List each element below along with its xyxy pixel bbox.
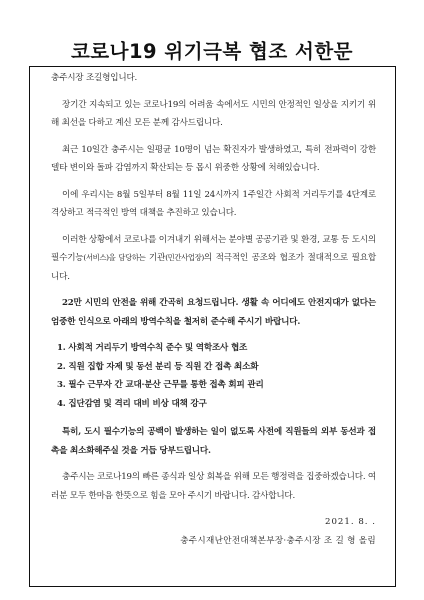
paragraph-gratitude: 장기간 지속되고 있는 코로나19의 어려움 속에서도 시민의 안정적인 일상을 지키기 위해 최선을 다하고 계신 모든 분께 감사드립니다. — [51, 99, 376, 128]
salutation: 충주시장 조길형입니다. — [51, 73, 138, 83]
paragraph-request: 22만 시민의 안전을 위해 간곡히 요청드립니다. 생활 속 어디에도 안전지대가 없다는 엄중한 인식으로 아래의 방역수칙을 철저히 준수해 주시기 바랍니다. — [51, 298, 376, 327]
paragraph-cooperation — [51, 231, 376, 287]
rule-item: 3. 필수 근무자 간 교대·분산 근무를 통한 접촉 회피 관리 — [57, 380, 264, 390]
cooperation-text-start: 이러한 상황에서 코로나를 이겨내기 위해서는 분야별 공공기관 및 환경, 교통 등 도시의 필수기능 — [51, 234, 376, 263]
signature: 충주시재난안전대책본부장·충주시장 조 길 형 올림 — [180, 535, 376, 546]
letter-body — [51, 69, 376, 550]
rule-item: 1. 사회적 거리두기 방역수칙 준수 및 역학조사 협조 — [57, 343, 248, 353]
paragraph-measures: 이에 우리시는 8월 5일부터 8월 11일 24시까지 1주일간 사회적 거리두기를 4단계로 격상하고 적극적인 방역 대책을 추진하고 있습니다. — [51, 189, 376, 218]
paragraph-closing: 충주시는 코로나19의 빠른 종식과 일상 회복을 위해 모든 행정력을 집중하겠습니다. 여러분 모두 한마음 한뜻으로 힘을 모아 주시기 바랍니다. 감사합니다. — [51, 472, 376, 501]
rule-item: 4. 집단감염 및 격리 대비 비상 대책 강구 — [57, 398, 207, 409]
rules-list — [51, 339, 376, 413]
rule-item: 2. 직원 집합 자제 및 동선 분리 등 직원 간 접촉 최소화 — [57, 361, 259, 372]
letter-date: 2021. 8. . — [325, 517, 376, 527]
cooperation-note-private: (민간사업장) — [165, 253, 204, 262]
cooperation-text-middle: 기관 — [145, 253, 166, 263]
paragraph-situation: 최근 10일간 충주시는 일평균 10명이 넘는 확진자가 발생하였고, 특히 전파력이 강한 델타 변이와 돌파 감염까지 확산되는 등 몹시 위중한 상황에 처해있습니다. — [51, 144, 376, 173]
cooperation-note-service: (서비스)을 담당하는 — [83, 253, 146, 262]
document-title: 코로나19 위기극복 협조 서한문 — [70, 40, 354, 63]
paragraph-emphasis: 특히, 도시 필수기능의 공백이 발생하는 일이 없도록 사전에 직원들의 외부 동선과 접촉을 최소화해주실 것을 거듭 당부드립니다. — [51, 427, 376, 456]
cooperation-text-end: 의 적극적인 공조와 협조가 절대적으로 필요합니다. — [51, 253, 376, 282]
